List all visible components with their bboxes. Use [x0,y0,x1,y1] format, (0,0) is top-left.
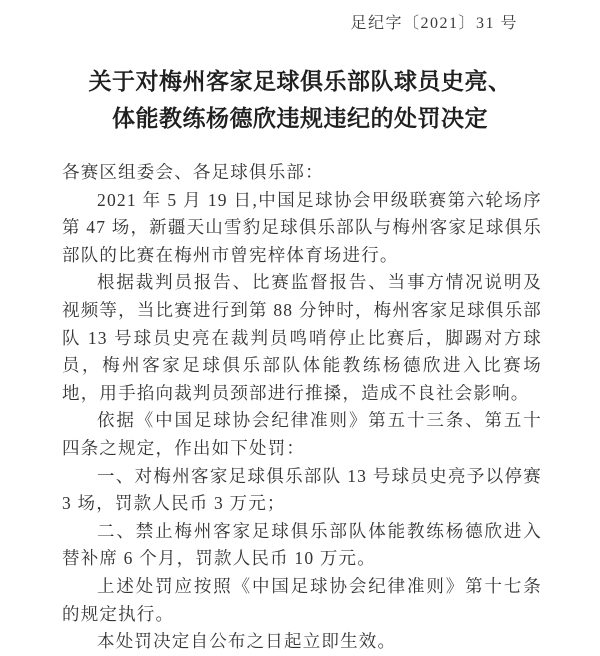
paragraph-punishment-item-1: 一、对梅州客家足球俱乐部队 13 号球员史亮予以停赛 3 场，罚款人民币 3 万元； [62,465,542,514]
paragraph-legal-basis: 依据《中国足球协会纪律准则》第五十三条、第五十四条之规定，作出如下处罚： [62,410,542,458]
paragraph-incident-description: 根据裁判员报告、比赛监督报告、当事方情况说明及视频等，当比赛进行到第 88 分钟时，梅州客家足球俱乐部队 13 号球员史亮在裁判员鸣哨停止比赛后，脚踢对方球员，梅州客家足球俱乐部队体能教练杨德欣进入比赛场地，用手掐向裁判员颈部进行推搡，造成不良社会影响。 [62,272,542,403]
document-title-line-1: 关于对梅州客家足球俱乐部队球员史亮、 [88,69,512,94]
paragraph-execution-clause: 上述处罚应按照《中国足球协会纪律准则》第十七条的规定执行。 [62,575,542,624]
salutation-line: 各赛区组委会、各足球俱乐部： [62,162,324,182]
paragraph-match-info: 2021 年 5 月 19 日,中国足球协会甲级联赛第六轮场序第 47 场，新疆天山雪豹足球俱乐部队与梅州客家足球俱乐部队的比赛在梅州市曾宪梓体育场进行。 [62,189,542,265]
paragraph-effective-date: 本处罚决定自公布之日起立即生效。 [97,631,397,652]
document-body [0,157,600,656]
doc-reference-number: 足纪字〔2021〕31 号 [350,15,518,32]
document-title-line-2: 体能教练杨德欣违规违纪的处罚决定 [112,106,488,131]
document-title [40,63,560,137]
paragraph-punishment-item-2: 二、禁止梅州客家足球俱乐部队体能教练杨德欣进入替补席 6 个月，罚款人民币 10 万元。 [62,520,542,569]
